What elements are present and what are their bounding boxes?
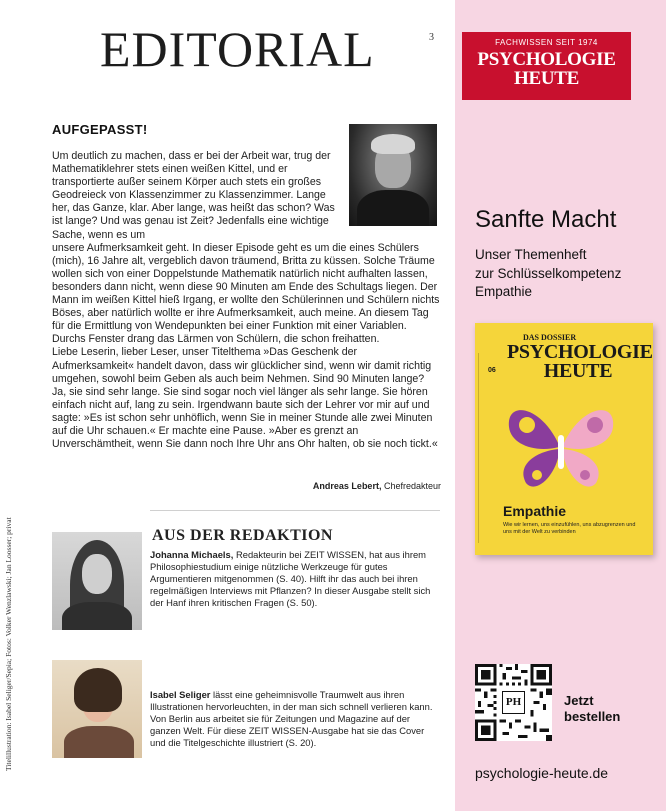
editorial-paragraph: unsere Aufmerksamkeit geht. In dieser Episode geht es um die eines Schülers (mich), 16 Jahre alt, vergeblich davon träumend, Britta zu küssen. Solche Träume wollen sich von einer Doppelstunde Mathematik natürlich nicht aufhalten lassen, besonders dann nicht, wenn diese 90 Minuten am Ende des Schultags liegen. Der Mann im weißen Kittel hieß Irgang, er wollte den Schülerinnen und Schülern nichts Böses, aber natürlich wollte er ihre Aufmerksamkeit, auch meine. An diesem Tag für die Ermittlung von Wendepunkten bei einer Funktion mit einer Variablen. Durchs Fenster drang das Lärmen von Schülern, die schon freihatten.	[52, 241, 440, 346]
section-divider	[150, 510, 440, 511]
magazine-title	[507, 341, 653, 382]
contributor-photo-johanna	[52, 532, 142, 630]
editorial-headline: AUFGEPASST!	[52, 122, 148, 137]
editorial-signature	[52, 481, 441, 491]
magazine-spine-line	[478, 353, 484, 543]
promo-line: Empathie	[475, 284, 533, 299]
promo-line: Unser Themenheft	[475, 247, 587, 262]
order-cta[interactable]	[564, 693, 620, 725]
website-link[interactable]: psychologie-heute.de	[475, 765, 609, 781]
editorial-paragraph: Um deutlich zu machen, dass er bei der Arbeit war, trug der Mathematiklehrer stets einen weißen Kittel, und er transportierte außer seinem Körper auch stets ein großes Geodreieck von Klassenzimmer zu Klassenzimmer. Lange her, das Ganze, klar. Aber lange, was heißt das schon? Was ist lange? Und was genau ist Zeit? Jedenfalls eine wichtige Sache, wenn es um	[52, 150, 335, 241]
page-title: EDITORIAL	[100, 21, 375, 77]
page-number: 3	[429, 32, 434, 43]
section-title: AUS DER REDAKTION	[152, 527, 333, 544]
brand-logo[interactable]	[462, 32, 631, 100]
promo-title: Sanfte Macht	[475, 206, 617, 233]
editorial-paragraph: Liebe Leserin, lieber Leser, unser Titelthema »Das Geschenk der Aufmerksamkeit« handelt davon, dass wir glücklicher sind, wenn wir damit richtig umgehen, sowohl beim Geben als auch beim Nehmen. Sind 90 Minuten lange? Ja, sie sind sehr lange. Sie sind sogar noch viel länger als sehr lange. Sie hören einfach nicht auf, lang zu sein. Irgendwann baute sich der Lehrer vor mir auf und sagte: »Es ist schon sehr unhöflich, wenn Sie in meiner Stunde alle zwei Minuten auf die Uhr schauen.« Er machte eine Pause. »Aber es grenzt an Unverschämtheit, wenn Sie dann noch Ihre Uhr ans Ohr halten, ob sie noch tickt.«	[52, 346, 438, 451]
contributor-text: lässt eine geheimnisvolle Traumwelt aus ihren Illustrationen hervorleuchten, in der man sich schnell verlieren kann. Von Berlin aus arbeitet sie für Zeitungen und Magazine auf der ganzen Welt. Für diese ZEIT WISSEN-Ausgabe hat sie das Cover und die Titelgeschichte illustriert (S. 20).	[150, 689, 433, 748]
order-line: Jetzt	[564, 693, 594, 708]
author-role: Chefredakteur	[381, 481, 441, 491]
brand-name-line1: PSYCHOLOGIE	[477, 49, 616, 70]
magazine-tagline: Wie wir lernen, uns einzufühlen, uns abzugrenzen und uns mit der Welt zu verbinden	[503, 522, 636, 535]
contributor-photo-isabel	[52, 660, 142, 758]
promo-line: zur Schlüsselkompetenz	[475, 265, 622, 281]
editorial-body	[52, 150, 441, 451]
brand-name-line2: HEUTE	[513, 68, 580, 89]
butterfly-illustration	[501, 395, 621, 495]
magazine-theme: Empathie	[503, 503, 567, 519]
magazine-title-line1: PSYCHOLOGIE	[507, 341, 653, 363]
ad-panel	[455, 0, 666, 811]
promo-subtitle	[475, 246, 660, 302]
magazine-issue: 06	[488, 367, 496, 374]
contributor-name: Isabel Seliger	[150, 689, 211, 700]
contributor-text: Redakteurin bei ZEIT WISSEN, hat aus ihrem Philosophiestudium einige nützliche Werkzeuge für gutes Argumentieren mitgenommen (S. 40). Hilft ihr das auch bei ihren regelmäßigen Interviews mit Pflanzen? In dieser Ausgabe stellt sich der Hanf ihren kritischen Fragen (S. 50).	[150, 549, 431, 608]
order-line: bestellen	[564, 709, 621, 724]
brand-tagline: FACHWISSEN SEIT 1974	[495, 38, 598, 47]
magazine-title-line2: HEUTE	[543, 360, 613, 382]
magazine-cover[interactable]	[475, 323, 653, 555]
contributor-name: Johanna Michaels,	[150, 549, 234, 560]
contributor-bio	[150, 549, 442, 609]
qr-logo: PH	[502, 691, 525, 714]
magazine-dossier-label: DAS DOSSIER	[523, 333, 577, 342]
author-name: Andreas Lebert,	[312, 481, 382, 491]
contributor-bio	[150, 689, 442, 749]
qr-code[interactable]	[475, 664, 552, 741]
photo-credits: Titelillustration: Isabel Seliger/Sepia; Fotos: Volker Wenzlawski; Jan Loosser; privat	[4, 517, 13, 771]
